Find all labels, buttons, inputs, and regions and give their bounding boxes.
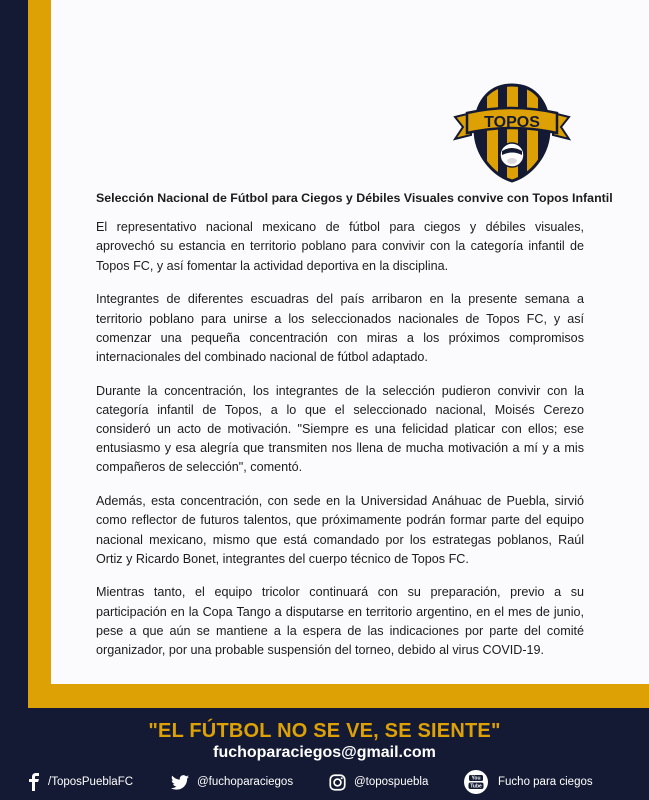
social-label: @topospuebla [354, 776, 429, 788]
slogan: "EL FÚTBOL NO SE VE, SE SIENTE" [148, 720, 501, 742]
instagram-icon [329, 774, 346, 791]
social-links [0, 769, 649, 795]
svg-text:You: You [471, 775, 481, 782]
social-twitter[interactable] [171, 769, 293, 795]
social-facebook[interactable] [28, 769, 133, 795]
facebook-icon [28, 773, 40, 791]
twitter-icon [171, 775, 189, 790]
logo-text: TOPOS [484, 114, 540, 131]
article-paragraph: El representativo nacional mexicano de fútbol para ciegos y débiles visuales, aprovechó su estancia en territorio poblano para convivir con la categoría infantil de Topos FC, y así fomentar la actividad deportiva en la disciplina. [96, 220, 584, 273]
topos-logo [453, 83, 571, 183]
article-paragraph: Mientras tanto, el equipo tricolor continuará con su preparación, previo a su participación en la Copa Tango a disputarse en territorio argentino, en el mes de junio, pese a que aún se mantiene a la espera de las indicaciones por parte del comité organizador, por una probable suspensión del torneo, debido al virus COVID-19. [96, 585, 584, 658]
contact-email[interactable]: fuchoparaciegos@gmail.com [213, 744, 436, 761]
article-paragraph: Además, esta concentración, con sede en la Universidad Anáhuac de Puebla, sirvió como reflector de futuros talentos, que próximamente podrán formar parte del equipo nacional mexicano, mismo que está comandado por los estrategas poblanos, Raúl Ortiz y Ricardo Bonet, integrantes del cuerpo técnico de Topos FC. [96, 494, 584, 566]
article-title: Selección Nacional de Fútbol para Ciegos y Débiles Visuales convive con Topos Infantil [96, 191, 613, 205]
svg-text:Tube: Tube [470, 783, 482, 790]
article-paragraph: Integrantes de diferentes escuadras del país arribaron en la presente semana a territorio poblano para unirse a los seleccionados nacionales de Topos FC, y así comenzar una pequeña concentración con miras a los próximos compromisos internacionales del combinado nacional de fútbol adaptado. [96, 292, 584, 364]
article [96, 189, 613, 675]
left-navy-band [0, 0, 28, 800]
social-label: Fucho para ciegos [498, 776, 593, 788]
social-label: /ToposPueblaFC [48, 776, 134, 788]
social-youtube[interactable] [464, 769, 593, 795]
social-instagram[interactable] [329, 769, 428, 795]
social-label: @fuchoparaciegos [197, 776, 294, 788]
youtube-icon [464, 770, 488, 794]
footer [0, 708, 649, 800]
article-paragraph: Durante la concentración, los integrantes de la selección pudieron convivir con la categoría infantil de Topos, a lo que el seleccionado nacional, Moisés Cerezo consideró un acto de motivación. "Siempre es una felicidad platicar con ellos; ese entusiasmo y esa alegría que transmiten nos llena de mucha motivación a mí y a mis compañeros de selección", comentó. [96, 383, 584, 475]
